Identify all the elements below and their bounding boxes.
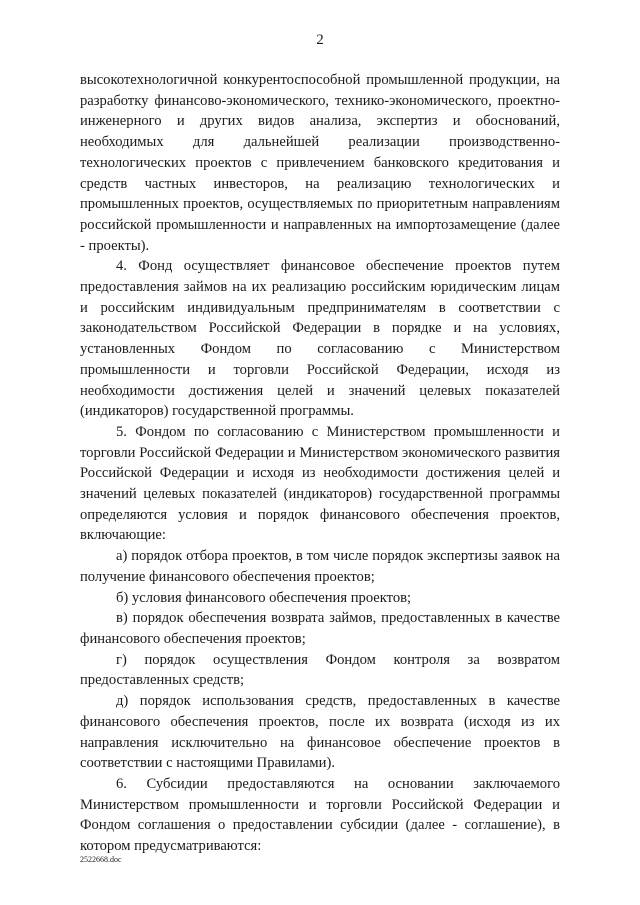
paragraph-item-6: 6. Субсидии предоставляются на основании заключаемого Министерством промышленности и торговли Российской Федерации и Фондом соглашения о предоставлении субсидии (далее - соглашение), в котором предусматриваются: xyxy=(80,775,560,855)
paragraph-continuation: высокотехнологичной конкурентоспособной промышленной продукции, на разработку финансово-экономического, технико-экономического, проектно-инженерного и других видов анализа, экспертиз и обоснований, необходимых для дальнейшей реализации производственно-технологических проектов с привлечением банковского кредитования и средств частных инвесторов, на реализацию технологических и промышленных проектов, осуществляемых по приоритетным направлениям российской промышленности и направленных на импортозамещение (далее - проекты). xyxy=(80,72,560,254)
footer-filename: 2522668.doc xyxy=(80,855,122,864)
page-number: 2 xyxy=(316,32,324,48)
subitem-a: а) порядок отбора проектов, в том числе порядок экспертизы заявок на получение финансового обеспечения проектов; xyxy=(80,548,560,585)
paragraph-item-5: 5. Фондом по согласованию с Министерством промышленности и торговли Российской Федерации и Министерством экономического развития Российской Федерации и исходя из необходимости достижения целей и значений целевых показателей (индикаторов) государственной программы определяются условия и порядок финансового обеспечения проектов, включающие: xyxy=(80,423,560,544)
subitem-d: д) порядок использования средств, предоставленных в качестве финансового обеспечения проектов, после их возврата (исходя из их направления исключительно на финансовое обеспечение проектов в соответствии с настоящими Правилами). xyxy=(80,693,560,772)
document-body xyxy=(80,70,560,857)
paragraph-item-4: 4. Фонд осуществляет финансовое обеспечение проектов путем предоставления займов на их реализацию российским юридическим лицам и российским индивидуальным предпринимателям в соответствии с законодательством Российской Федерации в порядке и на условиях, установленных Фондом по согласованию с Министерством промышленности и торговли Российской Федерации, исходя из необходимости достижения целей и значений целевых показателей (индикаторов) государственной программы. xyxy=(80,258,560,420)
subitem-v: в) порядок обеспечения возврата займов, предоставленных в качестве финансового обеспечения проектов; xyxy=(80,610,560,647)
subitem-g: г) порядок осуществления Фондом контроля за возвратом предоставленных средств; xyxy=(80,651,560,689)
subitem-b: б) условия финансового обеспечения проектов; xyxy=(116,589,412,606)
